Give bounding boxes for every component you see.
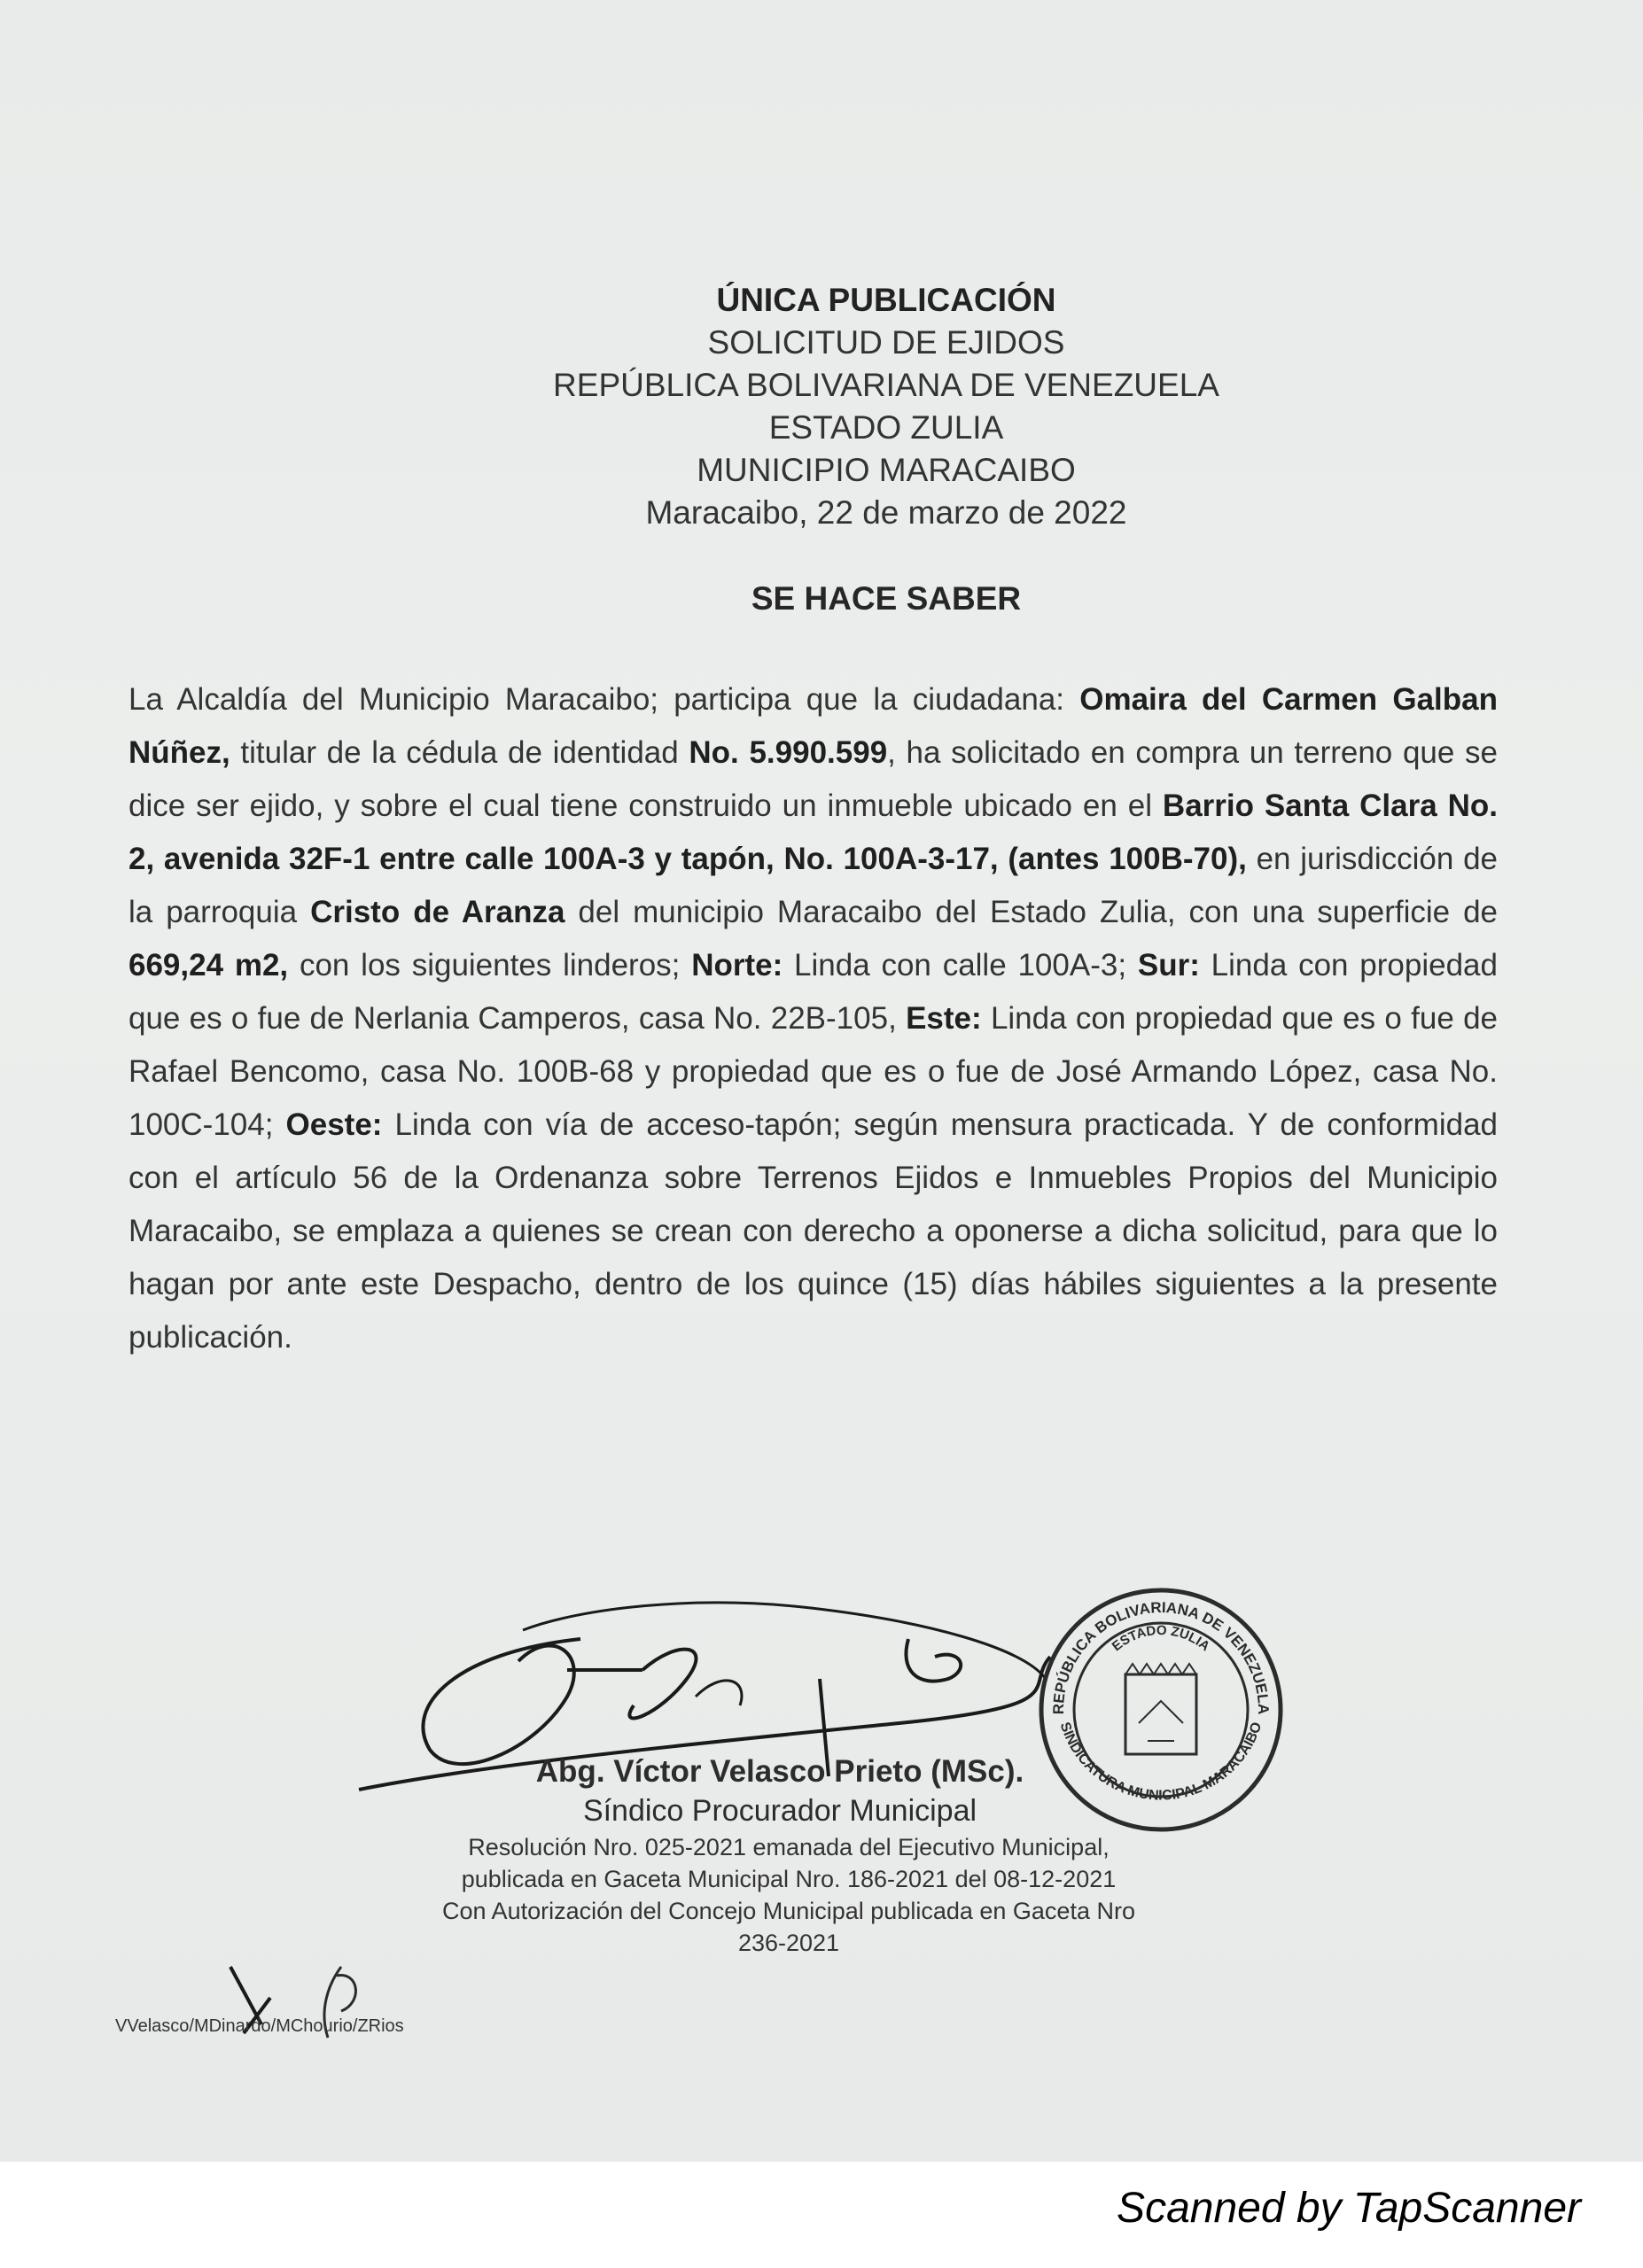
body-request: , ha solicitado en compra un terreno que se dice ser ejido, y sobre el cual tiene construido un inmueble ubicado en el	[128, 735, 1498, 823]
state-name: ESTADO ZULIA	[768, 409, 1004, 446]
resolution-line-1: Resolución Nro. 025-2021 emanada del Ejecutivo Municipal,	[468, 1834, 1110, 1860]
resolution-line-3: Con Autorización del Concejo Municipal publicada en Gaceta Nro	[442, 1898, 1135, 1924]
east-boundary: Linda con propiedad que es o fue de Rafael Bencomo, casa No. 100B-68 y propiedad que es o fue de José Armando López, casa No. 100C-104;	[128, 1001, 1498, 1142]
parish-name: Cristo de Aranza	[310, 895, 565, 929]
id-number: No. 5.990.599	[689, 735, 888, 770]
body-jurisdiction: en jurisdicción de la parroquia	[128, 842, 1499, 929]
notice-heading: SE HACE SABER	[751, 580, 1022, 617]
resolution-line-4: 236-2021	[737, 1930, 840, 1956]
municipality-name: MUNICIPIO MARACAIBO	[697, 452, 1076, 488]
property-address: Barrio Santa Clara No. 2, avenida 32F-1 entre calle 100A-3 y tapón, No. 100A-3-17, (antes 100B-70),	[128, 788, 1498, 876]
east-label: Este:	[906, 1001, 982, 1036]
body-surface: del municipio Maracaibo del Estado Zulia, con una superficie de	[565, 895, 1499, 929]
body-boundaries-intro: con los siguientes linderos;	[288, 948, 692, 983]
signer-block	[443, 1752, 1117, 1830]
stamp-inner-text: ESTADO ZULIA	[1109, 1622, 1213, 1655]
body-id-intro: titular de la cédula de identidad	[230, 735, 689, 770]
notice-body	[128, 673, 1498, 1364]
resolution-line-2: publicada en Gaceta Municipal Nro. 186-2021 del 08-12-2021	[461, 1866, 1117, 1892]
signer-role: Síndico Procurador Municipal	[582, 1794, 977, 1828]
property-area: 669,24 m2,	[128, 948, 289, 983]
west-label: Oeste:	[285, 1107, 383, 1142]
applicant-name: Omaira del Carmen Galban Núñez,	[128, 682, 1498, 770]
south-boundary: Linda con propiedad que es o fue de Nerlania Camperos, casa No. 22B-105,	[128, 948, 1498, 1036]
document-date: Maracaibo, 22 de marzo de 2022	[645, 494, 1127, 531]
publication-type: ÚNICA PUBLICACIÓN	[716, 282, 1056, 318]
south-label: Sur:	[1137, 948, 1200, 983]
typist-initials: VVelasco/MDinardo/MChourio/ZRios	[115, 2016, 404, 2036]
body-intro: La Alcaldía del Municipio Maracaibo; participa que la ciudadana:	[128, 682, 1080, 717]
document-header	[496, 279, 1276, 534]
country-name: REPÚBLICA BOLIVARIANA DE VENEZUELA	[553, 367, 1219, 403]
request-type: SOLICITUD DE EJIDOS	[707, 324, 1065, 361]
north-label: Norte:	[691, 948, 783, 983]
stamp-outer-text: REPÚBLICA BOLIVARIANA DE VENEZUELA	[1049, 1598, 1273, 1715]
signer-name: Abg. Víctor Velasco Prieto (MSc).	[535, 1754, 1024, 1789]
north-boundary: Linda con calle 100A-3;	[783, 948, 1138, 983]
svg-text:ESTADO ZULIA	[1110, 1623, 1213, 1654]
west-boundary: Linda con vía de acceso-tapón; según mensura practicada. Y de conformidad con el artículo 56 de la Ordenanza sobre Terrenos Ejidos e Inmuebles Propios del Municipio Maracaibo, se emplaza a quienes se crean con derecho a oponerse a dicha solicitud, para que lo hagan por ante este Despacho, dentro de los quince (15) días hábiles siguientes a la presente publicación.	[128, 1107, 1499, 1355]
resolution-block	[425, 1831, 1152, 1959]
scanner-watermark: Scanned by TapScanner	[1117, 2185, 1581, 2232]
stamp-bottom-text: SINDICATURA MUNICIPAL MARACAIBO	[1056, 1720, 1265, 1804]
